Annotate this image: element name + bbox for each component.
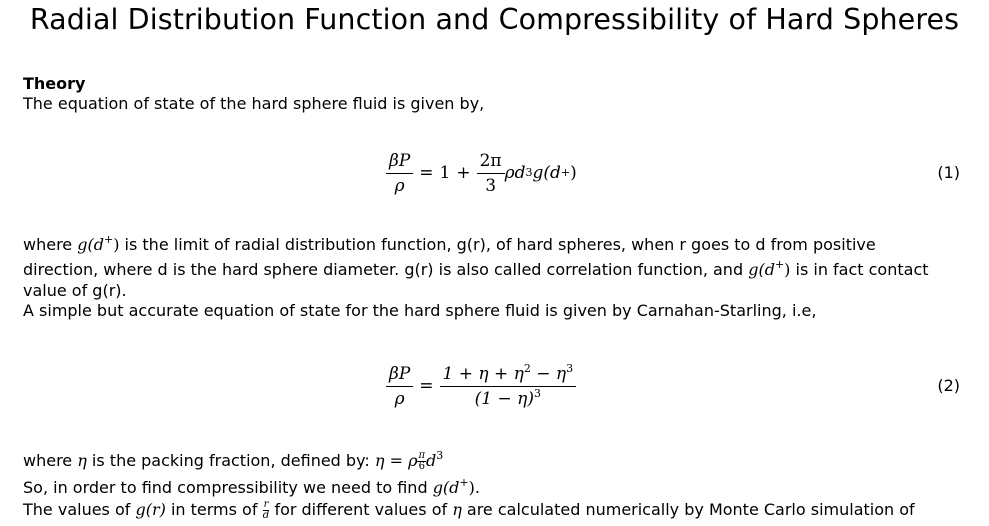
p2-def-cube: 3	[436, 449, 444, 462]
eq2-num-a: 1 + η + η	[442, 363, 524, 384]
eq2-lhs-denominator: ρ	[394, 388, 405, 409]
eq1-equals: =	[419, 163, 434, 183]
eq1-close: )	[570, 163, 577, 183]
paragraph-2-line-1	[23, 451, 443, 472]
equation-2	[0, 356, 989, 416]
p1-close-b: )	[784, 260, 791, 279]
p2-text-c-plus: +	[459, 476, 469, 489]
eq2-lhs-fraction	[386, 364, 413, 409]
p2-text-c-g: g(d	[432, 478, 460, 497]
p1-close-a: )	[113, 235, 120, 254]
eq2-den-a: (1 − η)	[474, 388, 534, 409]
equation-1	[0, 143, 989, 203]
eq2-rhs-fraction	[440, 361, 577, 409]
p1-g-plus-a: g(d	[77, 235, 104, 254]
eq2-rhs-numerator	[440, 361, 577, 387]
theory-intro: The equation of state of the hard sphere fluid is given by,	[23, 94, 485, 113]
eq2-rhs-denominator	[472, 387, 544, 409]
p2-r: r	[263, 499, 269, 510]
theory-heading: Theory	[23, 74, 86, 93]
page-title: Radial Distribution Function and Compressibility of Hard Spheres	[29, 3, 960, 36]
p2-text-d-eta: η	[452, 500, 462, 519]
eq1-lhs-denominator: ρ	[394, 175, 405, 196]
p2-d: d	[262, 510, 270, 521]
p2-text-c-end: ).	[468, 478, 480, 497]
p2-text-d-c: for different values of	[274, 500, 448, 519]
eq1-coef-fraction	[477, 151, 505, 196]
p2-text-c: So, in order to find compressibility we need to find	[23, 478, 428, 497]
p1-sup-plus-a: +	[103, 233, 114, 246]
paragraph-2-line-2	[23, 478, 480, 498]
paragraph-2-line-3	[23, 500, 915, 521]
eq2-lhs-numerator: βP	[386, 364, 413, 387]
p1-sup-plus-b: +	[774, 258, 785, 271]
p2-text-a: where	[23, 451, 73, 470]
p2-def-eta: η	[374, 451, 385, 470]
p2-r-over-d	[263, 500, 270, 521]
eq1-g: g(d	[532, 163, 561, 183]
eq2-den-cube: 3	[533, 386, 541, 400]
eq2-num-sq: 2	[523, 361, 531, 375]
eq1-one: 1	[439, 163, 451, 183]
eq1-lhs-fraction	[386, 151, 413, 196]
p1-text-b: direction, where d is the hard sphere diameter. g(r) is also called correlation function, and	[23, 260, 744, 279]
p2-def-rho: ρ	[408, 451, 418, 470]
p1-where: where	[23, 235, 73, 254]
equation-2-body	[386, 356, 576, 416]
p1-g-plus-b: g(d	[748, 260, 775, 279]
p2-def-d: d	[426, 451, 437, 470]
p2-text-b: is the packing fraction, defined by:	[91, 451, 370, 470]
equation-1-body: $\frac{\beta P}{\rho}$ = 1 + $\frac{2\pi}{3}$ ρd 3 g(d + )	[386, 143, 577, 203]
p2-text-d-g: g(r)	[135, 500, 166, 519]
p2-pi-over-six	[417, 451, 426, 472]
p2-text-d-d: are calculated numerically by Monte Carlo simulation of	[466, 500, 915, 519]
paragraph-1-line-3: value of g(r).	[23, 281, 127, 300]
equation-2-number: (2)	[937, 376, 960, 395]
p2-six: 6	[418, 461, 425, 472]
p1-text-a: is the limit of radial distribution function, g(r), of hard spheres, when r goes to d from positive	[124, 235, 876, 254]
eq2-num-b: − η	[536, 363, 567, 384]
eq2-equals: =	[419, 376, 434, 396]
eq2-num-cube: 3	[566, 361, 574, 375]
eq1-coef-numerator: 2π	[477, 151, 505, 174]
paragraph-1-line-1	[23, 235, 876, 255]
p2-eta: η	[77, 451, 87, 470]
p2-pi: π	[418, 450, 426, 461]
eq1-rho-d: ρd	[504, 163, 526, 183]
eq1-plus: +	[456, 163, 471, 183]
equation-1-number: (1)	[937, 163, 960, 182]
p2-text-d-a: The values of	[23, 500, 131, 519]
eq1-lhs-numerator: βP	[386, 151, 413, 174]
paragraph-1-line-2	[23, 260, 929, 280]
p1-text-c: is in fact contact	[795, 260, 929, 279]
p2-def-eq: =	[389, 451, 403, 470]
eq1-coef-denominator: 3	[485, 175, 497, 196]
p2-text-d-b: in terms of	[170, 500, 258, 519]
paragraph-1-line-4: A simple but accurate equation of state for the hard sphere fluid is given by Carnahan-Starling, i.e,	[23, 301, 817, 320]
